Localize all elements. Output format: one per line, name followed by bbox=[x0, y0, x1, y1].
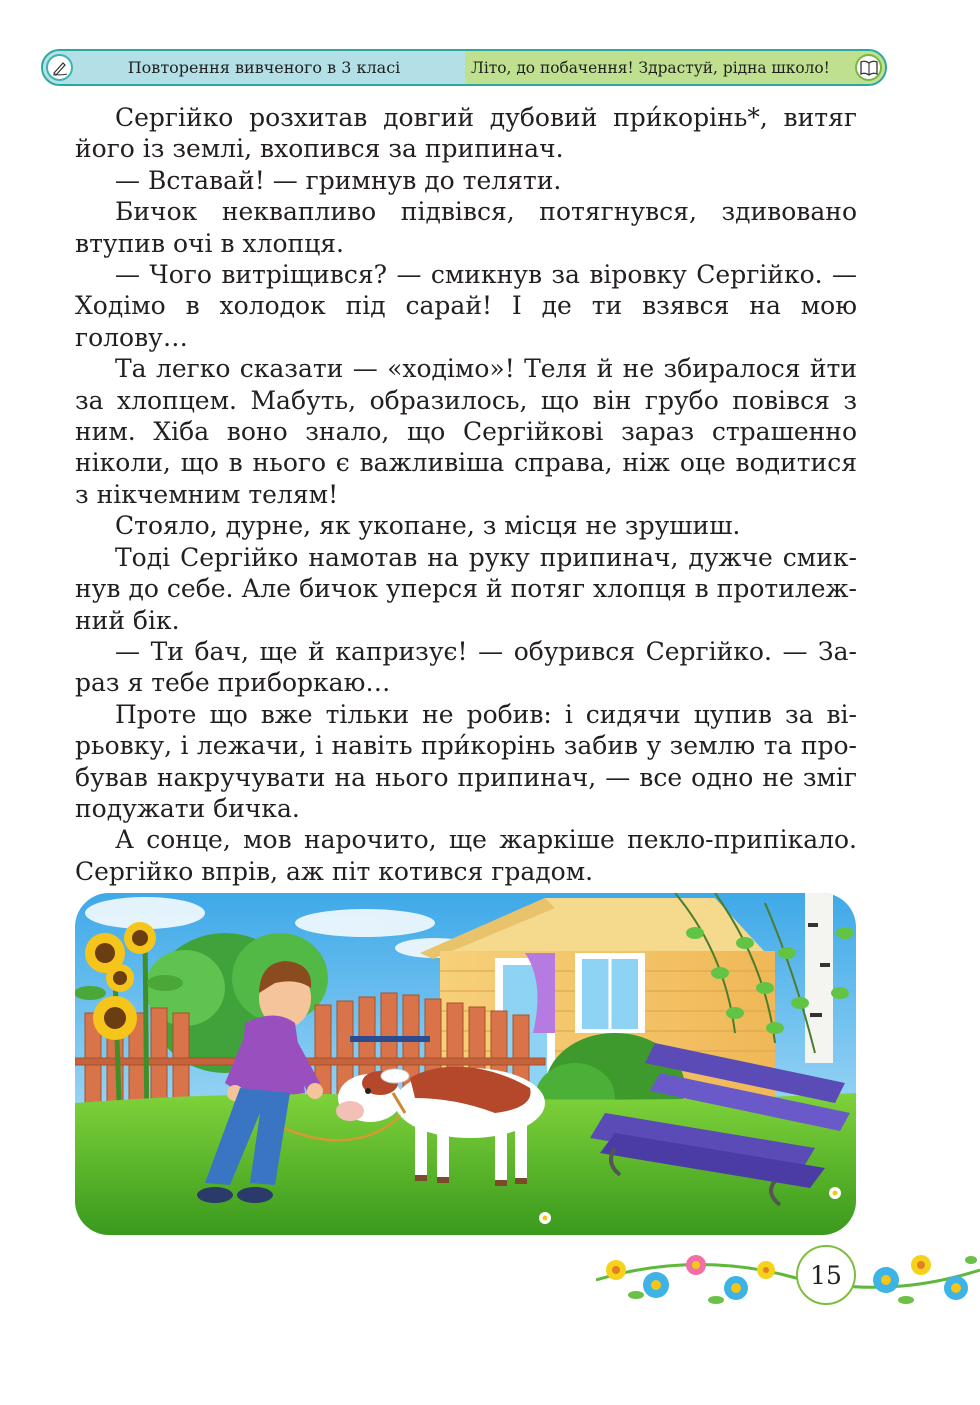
paragraph: — Ти бач, ще й капризує! — обурився Сергійко. — Зараз я тебе приборкаю… bbox=[75, 636, 857, 698]
paragraph: Сергійко розхитав довгий дубовий при́корінь*, витяг його із землі, вхопився за припинач. bbox=[75, 103, 857, 164]
flower bbox=[606, 1260, 626, 1280]
story-text bbox=[75, 102, 857, 887]
paragraph: Тоді Сергійко намотав на руку припинач, дужче смикнув до себе. Але бичок уперся й потяг хлопця в протилежний бік. bbox=[75, 542, 857, 635]
gate-latch bbox=[350, 1036, 430, 1042]
flower bbox=[643, 1272, 669, 1298]
story-illustration bbox=[75, 893, 856, 1235]
flower bbox=[873, 1267, 899, 1293]
header-section-left bbox=[43, 51, 465, 84]
illustration-scene bbox=[75, 893, 856, 1235]
paragraph: — Чого витріщився? — смикнув за віровку Сергійко. — Ходімо в холодок під сарай! І де ти взявся на мою голову… bbox=[75, 260, 857, 352]
page-header bbox=[41, 49, 887, 86]
chapter-title: Літо, до побачення! Здрастуй, рідна школо! bbox=[471, 58, 830, 77]
book-icon bbox=[855, 54, 882, 81]
paragraph: Стояло, дурне, як укопане, з місця не зрушиш. bbox=[115, 511, 741, 541]
header-section-right bbox=[465, 51, 885, 84]
flower bbox=[911, 1255, 931, 1275]
section-title: Повторення вивченого в 3 класі bbox=[127, 58, 401, 77]
paragraph: А сонце, мов нарочито, ще жаркіше пекло-припікало. Сергійко впрів, аж піт котився градом. bbox=[75, 825, 857, 886]
paragraph: Проте що вже тільки не робив: і сидячи цупив за вірьовку, і лежачи, і навіть при́корінь забив у землю та пробував накручувати на нього припинач, — все одно не зміг подужати бичка. bbox=[75, 699, 857, 823]
paragraph: — Вставай! — гримнув до теляти. bbox=[115, 165, 562, 195]
flower-garland-decoration bbox=[596, 1240, 980, 1312]
flower bbox=[686, 1255, 706, 1275]
paragraph: Бичок неквапливо підвівся, потягнувся, здивовано втупив очі в хлопця. bbox=[75, 197, 857, 258]
page-number: 15 bbox=[796, 1245, 856, 1305]
flower bbox=[724, 1276, 748, 1300]
paragraph: Та легко сказати — «ходімо»! Теля й не збиралося йти за хлопцем. Мабуть, образилось, що він грубо повівся з ним. Хіба воно знало, що Сергійкові зараз страшенно ніколи, що в нього є важливіша справа, ніж оце водитися з нікчемним телям! bbox=[75, 354, 857, 509]
flower bbox=[757, 1261, 775, 1279]
flower bbox=[944, 1276, 968, 1300]
